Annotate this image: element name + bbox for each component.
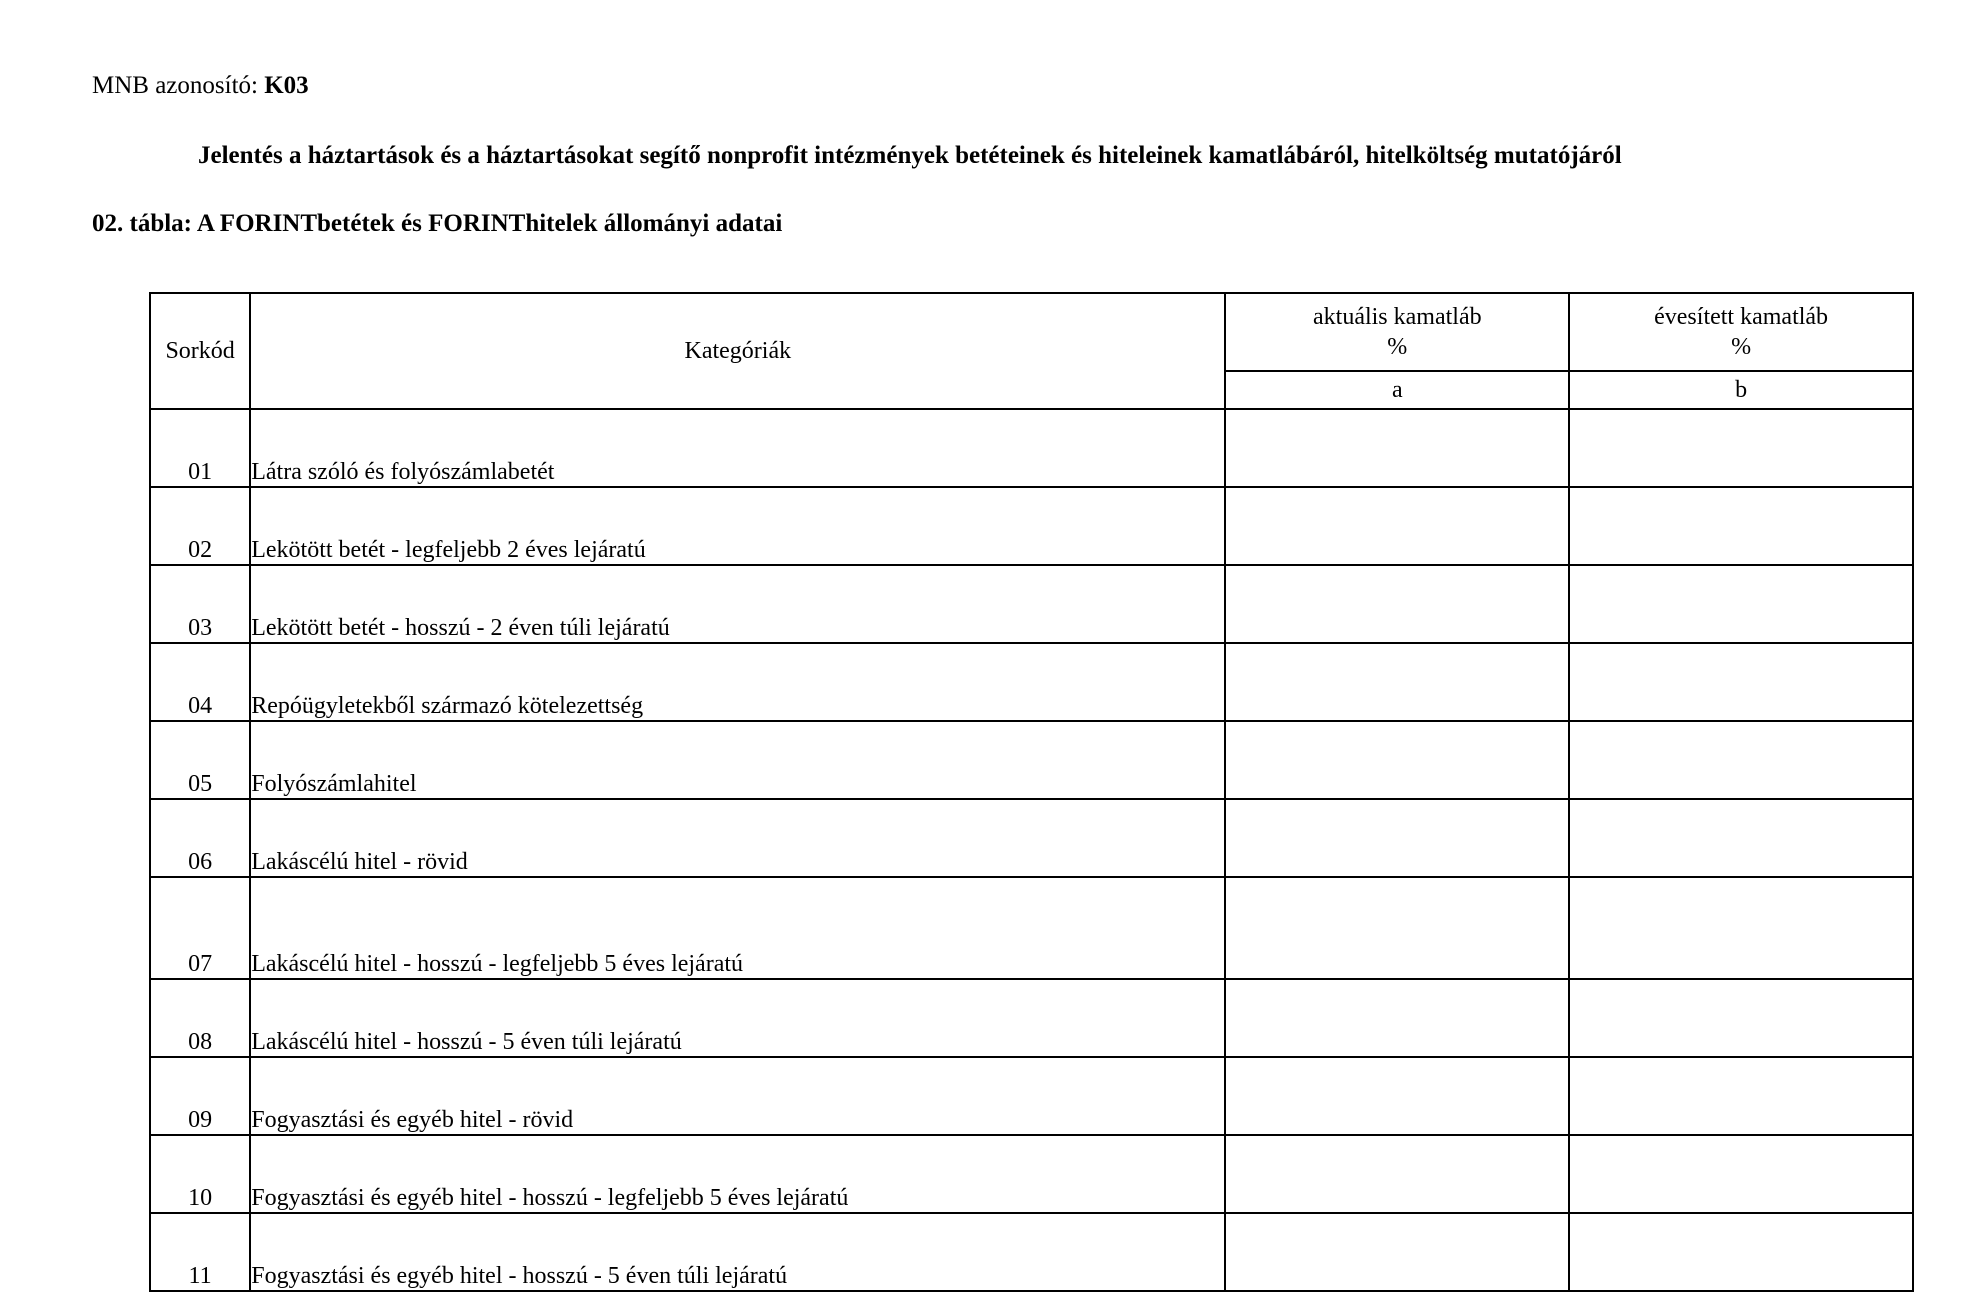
- header-current-rate: [1225, 293, 1569, 371]
- cell-annualized-rate[interactable]: [1569, 643, 1913, 721]
- cell-annualized-rate[interactable]: [1569, 1135, 1913, 1213]
- table-body: [150, 409, 1913, 1291]
- table-row: [150, 877, 1913, 979]
- row-category: Lekötött betét - legfeljebb 2 éves lejáratú: [250, 487, 1225, 565]
- row-category: Fogyasztási és egyéb hitel - hosszú - legfeljebb 5 éves lejáratú: [250, 1135, 1225, 1213]
- table-row: [150, 643, 1913, 721]
- cell-annualized-rate[interactable]: [1569, 409, 1913, 487]
- cell-current-rate[interactable]: [1225, 1057, 1569, 1135]
- row-code: 06: [150, 799, 250, 877]
- cell-annualized-rate[interactable]: [1569, 799, 1913, 877]
- cell-current-rate[interactable]: [1225, 1213, 1569, 1291]
- table-row: [150, 487, 1913, 565]
- report-title: Jelentés a háztartások és a háztartásokat segítő nonprofit intézmények betéteinek és hiteleinek kamatlábáról, hitelköltség mutatójáról: [198, 142, 1622, 169]
- mnb-code: K03: [264, 72, 309, 99]
- cell-current-rate[interactable]: [1225, 721, 1569, 799]
- cell-current-rate[interactable]: [1225, 487, 1569, 565]
- cell-current-rate[interactable]: [1225, 979, 1569, 1057]
- row-category: Fogyasztási és egyéb hitel - hosszú - 5 éven túli lejáratú: [250, 1213, 1225, 1291]
- row-category: Látra szóló és folyószámlabetét: [250, 409, 1225, 487]
- mnb-label: MNB azonosító:: [92, 72, 265, 99]
- header-annualized-rate-title: évesített kamatláb: [1654, 304, 1829, 330]
- row-category: Lakáscélú hitel - hosszú - legfeljebb 5 éves lejáratú: [250, 877, 1225, 979]
- header-annualized-rate-unit: %: [1731, 334, 1752, 360]
- table-row: [150, 1213, 1913, 1291]
- table-row: [150, 799, 1913, 877]
- header-current-rate-title: aktuális kamatláb: [1313, 304, 1482, 330]
- header-letter-a: a: [1225, 371, 1569, 409]
- header-annualized-rate: [1569, 293, 1913, 371]
- row-code: 03: [150, 565, 250, 643]
- table-row: [150, 409, 1913, 487]
- cell-current-rate[interactable]: [1225, 409, 1569, 487]
- cell-current-rate[interactable]: [1225, 877, 1569, 979]
- mnb-identifier: [92, 72, 309, 100]
- interest-rate-table: [149, 292, 1914, 1292]
- row-category: Fogyasztási és egyéb hitel - rövid: [250, 1057, 1225, 1135]
- cell-annualized-rate[interactable]: [1569, 487, 1913, 565]
- header-current-rate-unit: %: [1387, 334, 1408, 360]
- row-category: Lakáscélú hitel - hosszú - 5 éven túli lejáratú: [250, 979, 1225, 1057]
- row-category: Lakáscélú hitel - rövid: [250, 799, 1225, 877]
- row-code: 01: [150, 409, 250, 487]
- header-category: Kategóriák: [250, 293, 1225, 409]
- table-title: 02. tábla: A FORINTbetétek és FORINThitelek állományi adatai: [92, 210, 783, 237]
- row-code: 08: [150, 979, 250, 1057]
- header-letter-b: b: [1569, 371, 1913, 409]
- table-row: [150, 565, 1913, 643]
- row-code: 04: [150, 643, 250, 721]
- cell-annualized-rate[interactable]: [1569, 979, 1913, 1057]
- row-category: Folyószámlahitel: [250, 721, 1225, 799]
- cell-annualized-rate[interactable]: [1569, 565, 1913, 643]
- row-code: 11: [150, 1213, 250, 1291]
- row-category: Repóügyletekből származó kötelezettség: [250, 643, 1225, 721]
- row-code: 02: [150, 487, 250, 565]
- cell-current-rate[interactable]: [1225, 565, 1569, 643]
- row-code: 07: [150, 877, 250, 979]
- cell-annualized-rate[interactable]: [1569, 721, 1913, 799]
- cell-annualized-rate[interactable]: [1569, 877, 1913, 979]
- cell-current-rate[interactable]: [1225, 643, 1569, 721]
- cell-current-rate[interactable]: [1225, 799, 1569, 877]
- row-code: 10: [150, 1135, 250, 1213]
- cell-annualized-rate[interactable]: [1569, 1213, 1913, 1291]
- row-category: Lekötött betét - hosszú - 2 éven túli lejáratú: [250, 565, 1225, 643]
- header-code: Sorkód: [150, 293, 250, 409]
- table-row: [150, 1057, 1913, 1135]
- table-row: [150, 979, 1913, 1057]
- table-row: [150, 721, 1913, 799]
- cell-current-rate[interactable]: [1225, 1135, 1569, 1213]
- cell-annualized-rate[interactable]: [1569, 1057, 1913, 1135]
- table-row: [150, 1135, 1913, 1213]
- row-code: 09: [150, 1057, 250, 1135]
- row-code: 05: [150, 721, 250, 799]
